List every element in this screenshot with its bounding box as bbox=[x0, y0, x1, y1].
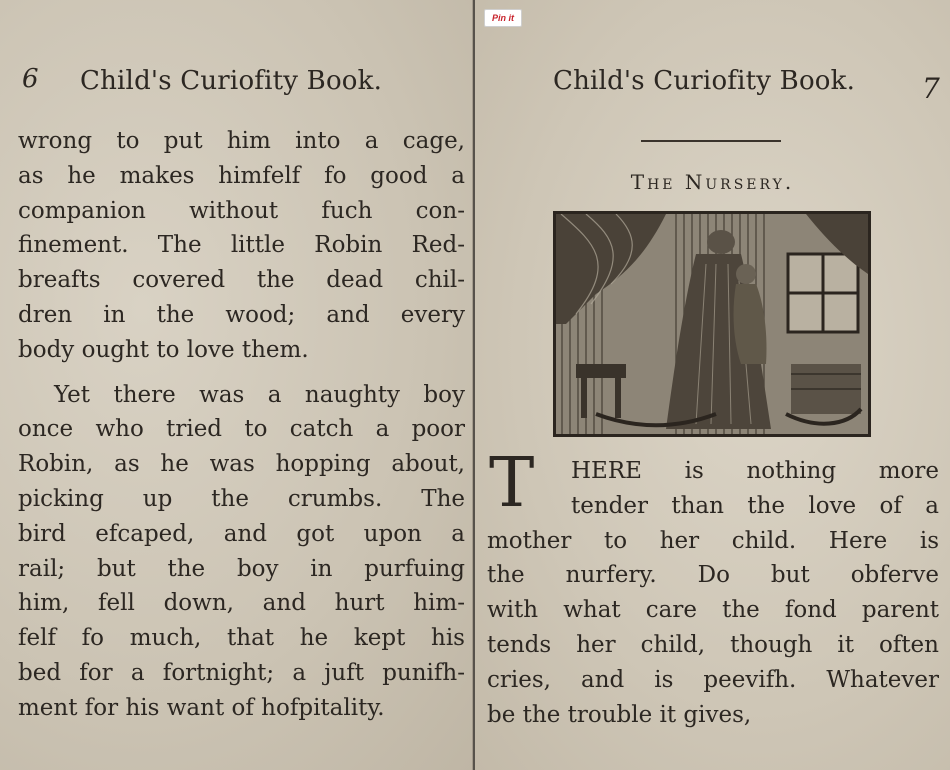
section-rule bbox=[641, 140, 781, 142]
text-line: felf fo much, that he kept his bbox=[18, 625, 465, 652]
text-line: rail; but the boy in purfuing bbox=[18, 555, 465, 582]
text-line: bird efcaped, and got upon a bbox=[18, 520, 465, 547]
text-line: once who tried to catch a poor bbox=[18, 416, 465, 443]
page-number: 7 bbox=[922, 72, 940, 105]
text-line: cries, and is peevifh. Whatever bbox=[487, 666, 939, 693]
text-line: ment for his want of hofpitality. bbox=[18, 694, 385, 721]
paragraph bbox=[18, 124, 465, 368]
paragraph bbox=[18, 378, 465, 726]
woodcut-image bbox=[556, 214, 868, 434]
left-page bbox=[0, 0, 473, 770]
text-line: with what care the fond parent bbox=[487, 597, 939, 624]
text-line: dren in the wood; and every bbox=[18, 301, 465, 328]
text-line: as he makes himfelf fo good a bbox=[18, 162, 465, 189]
text-line: tends her child, though it often bbox=[487, 631, 939, 658]
text-line: picking up the crumbs. The bbox=[18, 485, 465, 512]
section-title bbox=[475, 170, 950, 194]
text-line: Yet there was a naughty boy bbox=[54, 381, 465, 408]
text-line: him, fell down, and hurt him- bbox=[18, 590, 465, 617]
pin-it-button[interactable]: Pin it bbox=[484, 9, 522, 27]
right-body-text bbox=[487, 444, 939, 732]
nursery-woodcut-illustration bbox=[553, 211, 871, 437]
text-line: breafts covered the dead chil- bbox=[18, 267, 465, 294]
text-line: mother to her child. Here is bbox=[487, 527, 939, 554]
right-page bbox=[475, 0, 950, 770]
text-line: tender than the love of a bbox=[571, 492, 939, 519]
text-line: wrong to put him into a cage, bbox=[18, 128, 465, 154]
text-line: the nurfery. Do but obferve bbox=[487, 562, 939, 589]
text-line: bed for a fortnight; a juft punifh- bbox=[18, 659, 465, 686]
section-title-text: The Nursery. bbox=[630, 170, 795, 194]
running-head: Child's Curiofity Book. bbox=[553, 66, 856, 96]
running-head: Child's Curiofity Book. bbox=[80, 66, 383, 96]
page-number: 6 bbox=[22, 64, 39, 94]
text-line: companion without fuch con- bbox=[18, 197, 465, 224]
text-line: HERE is nothing more bbox=[571, 458, 939, 484]
text-line: body ought to love them. bbox=[18, 336, 309, 363]
text-line: Robin, as he was hopping about, bbox=[18, 451, 465, 478]
text-line: be the trouble it gives, bbox=[487, 701, 752, 728]
drop-cap: T bbox=[489, 444, 535, 523]
left-body-text bbox=[18, 124, 465, 726]
text-line: finement. The little Robin Red- bbox=[18, 232, 465, 259]
